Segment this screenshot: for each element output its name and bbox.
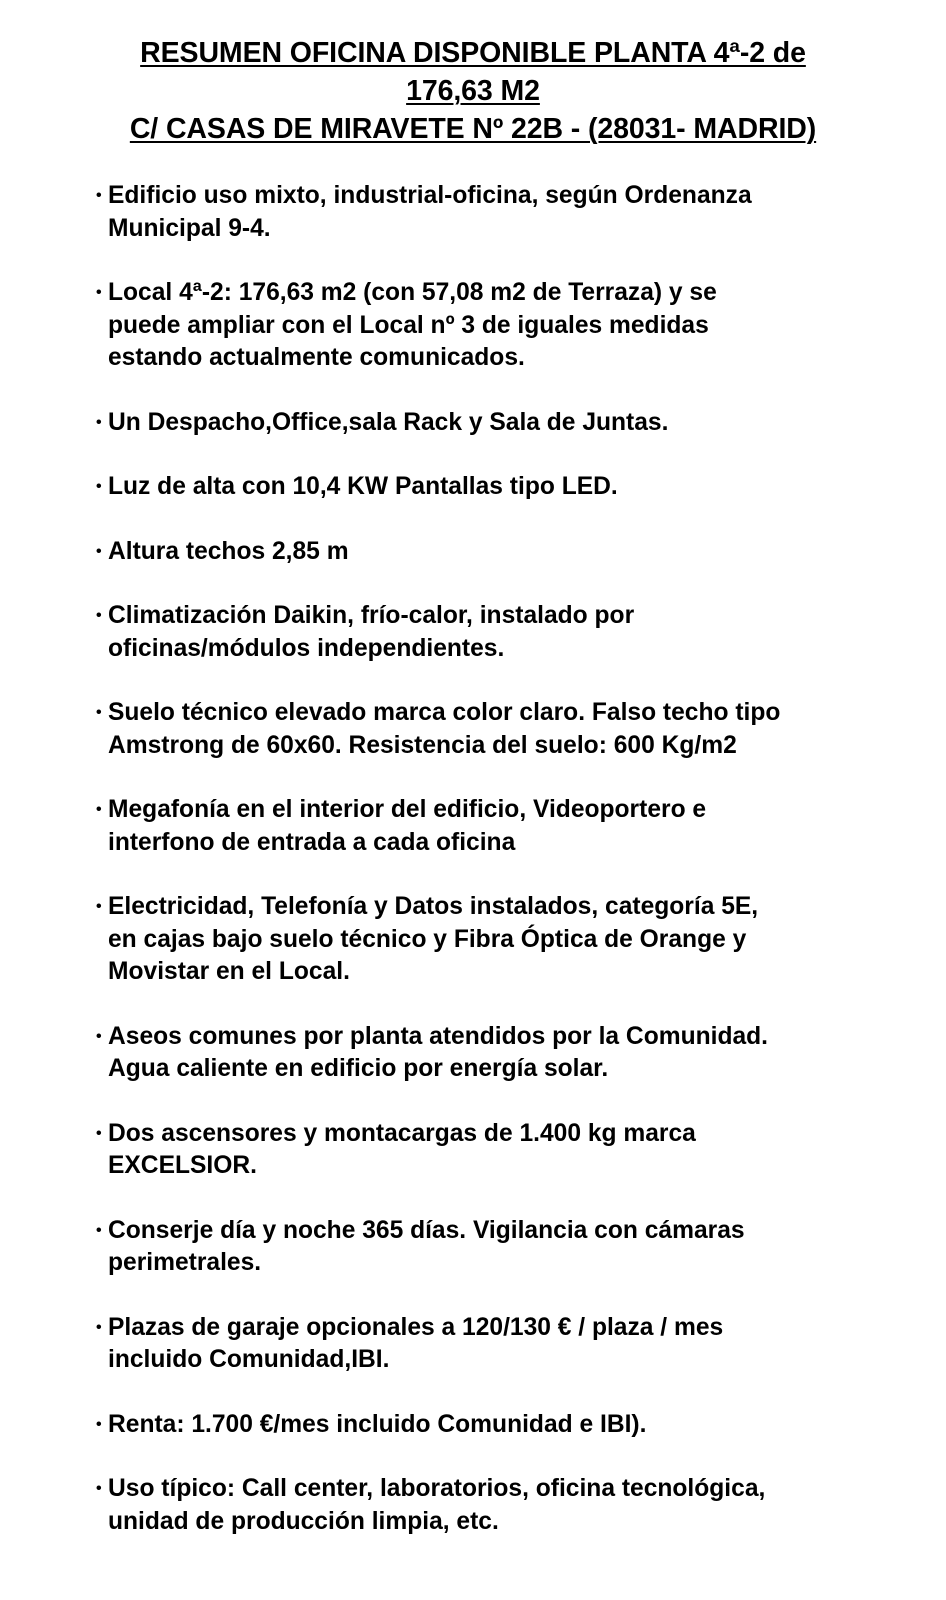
bullet-icon: •: [96, 187, 102, 204]
list-item-text: Suelo técnico elevado marca color claro. Falso techo tipo: [108, 699, 781, 726]
bullet-icon: •: [96, 801, 102, 818]
list-item: [96, 1312, 886, 1377]
list-item-text: Megafonía en el interior del edificio, Videoportero e: [108, 796, 707, 823]
list-item-text: oficinas/módulos independientes.: [108, 634, 505, 662]
list-item-text: Altura techos 2,85 m: [108, 537, 349, 565]
list-item: [96, 1021, 886, 1086]
list-item-text: en cajas bajo suelo técnico y Fibra Óptica de Orange y: [108, 925, 747, 953]
title-line-1: RESUMEN OFICINA DISPONIBLE PLANTA 4ª-2 de: [140, 37, 806, 69]
bullet-icon: •: [96, 1480, 102, 1497]
list-item-text: Movistar en el Local.: [108, 958, 350, 985]
list-item-text: Aseos comunes por planta atendidos por la Comunidad.: [108, 1022, 769, 1050]
list-item-text: incluido Comunidad,IBI.: [108, 1346, 390, 1373]
bullet-icon: •: [96, 1124, 102, 1142]
list-item-text: EXCELSIOR.: [108, 1152, 257, 1179]
list-item: [96, 1118, 886, 1183]
list-item: [96, 1409, 886, 1442]
list-item-text: Agua caliente en edificio por energía solar.: [108, 1055, 609, 1082]
list-item-text: Un Despacho,Office,sala Rack y Sala de Juntas.: [108, 408, 669, 436]
bullet-icon: •: [96, 898, 102, 915]
bullet-icon: •: [96, 1027, 102, 1045]
bullet-icon: •: [96, 413, 102, 431]
list-item: [96, 277, 886, 375]
title-line-3: C/ CASAS DE MIRAVETE Nº 22B - (28031- MADRID): [129, 113, 817, 145]
list-item: [96, 536, 886, 569]
list-item: [96, 1473, 886, 1538]
list-item: [96, 180, 886, 245]
title-line-2: 176,63 M2: [406, 75, 540, 107]
bullet-icon: •: [96, 478, 102, 495]
list-item-text: perimetrales.: [108, 1249, 262, 1276]
list-item-text: Climatización Daikin, frío-calor, instalado por: [108, 602, 635, 629]
list-item-text: Local 4ª-2: 176,63 m2 (con 57,08 m2 de Terraza) y se: [108, 279, 717, 306]
list-item: [96, 600, 886, 665]
list-item-text: Electricidad, Telefonía y Datos instalados, categoría 5E,: [108, 893, 759, 920]
feature-list: [96, 180, 886, 1570]
document-title: [40, 34, 906, 148]
bullet-icon: •: [96, 704, 102, 721]
bullet-icon: •: [96, 1221, 102, 1239]
list-item-text: Luz de alta con 10,4 KW Pantallas tipo LED.: [108, 473, 618, 500]
list-item-text: estando actualmente comunicados.: [108, 344, 525, 371]
bullet-icon: •: [96, 284, 102, 301]
list-item-text: Conserje día y noche 365 días. Vigilancia con cámaras: [108, 1216, 745, 1244]
bullet-icon: •: [96, 1415, 102, 1433]
list-item-text: puede ampliar con el Local nº 3 de iguales medidas: [108, 311, 709, 339]
list-item-text: Renta: 1.700 €/mes incluido Comunidad e IBI).: [108, 1410, 647, 1438]
list-item-text: Edificio uso mixto, industrial-oficina, según Ordenanza: [108, 182, 752, 209]
list-item-text: Municipal 9-4.: [108, 214, 271, 242]
bullet-icon: •: [96, 542, 102, 560]
list-item: [96, 891, 886, 989]
bullet-icon: •: [96, 1318, 102, 1336]
list-item-text: Plazas de garaje opcionales a 120/130 € / plaza / mes: [108, 1313, 724, 1341]
list-item-text: Amstrong de 60x60. Resistencia del suelo: 600 Kg/m2: [108, 731, 737, 759]
list-item: [96, 407, 886, 440]
list-item: [96, 794, 886, 859]
list-item-text: interfono de entrada a cada oficina: [108, 828, 516, 856]
list-item-text: unidad de producción limpia, etc.: [108, 1507, 499, 1535]
list-item-text: Uso típico: Call center, laboratorios, oficina tecnológica,: [108, 1475, 766, 1502]
bullet-icon: •: [96, 607, 102, 624]
list-item: [96, 1215, 886, 1280]
list-item: [96, 697, 886, 762]
list-item-text: Dos ascensores y montacargas de 1.400 kg marca: [108, 1119, 696, 1147]
list-item: [96, 471, 886, 504]
